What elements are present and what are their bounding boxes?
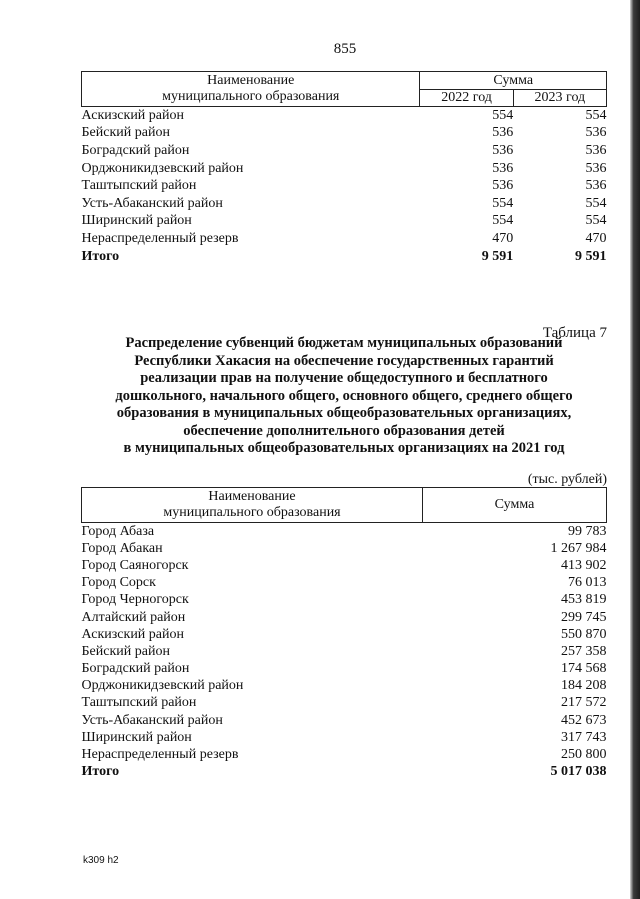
total-row	[82, 764, 607, 781]
table-row	[82, 177, 607, 195]
sum-2022: 536	[492, 178, 514, 194]
title-line: дошкольного, начального общего, основного общего, среднего общего	[115, 387, 573, 404]
sum-2021: 550 870	[561, 626, 607, 642]
municipality-name: Ширинский район	[81, 213, 192, 229]
title-line: Республики Хакасия на обеспечение государственных гарантий	[134, 352, 554, 369]
sum-2021: 99 783	[568, 523, 607, 539]
municipality-name: Орджоникидзевский район	[81, 160, 244, 176]
table-row	[82, 142, 607, 160]
municipality-name: Усть-Абаканский район	[81, 195, 223, 211]
header-municipality	[82, 72, 420, 107]
table-row	[82, 523, 607, 541]
units-label: (тыс. рублей)	[527, 472, 607, 487]
sum-2021: 76 013	[568, 575, 607, 591]
municipality-name: Орджоникидзевский район	[81, 678, 244, 694]
title-line: обеспечение дополнительного образования детей	[183, 422, 505, 439]
table1-body	[82, 107, 607, 266]
municipality-name: Город Сорск	[81, 575, 156, 591]
table-row	[82, 695, 607, 712]
sum-2023: 470	[585, 230, 607, 246]
table-row	[82, 540, 607, 557]
table-row	[82, 746, 607, 763]
table-row	[82, 661, 607, 678]
sum-2021: 217 572	[561, 695, 607, 711]
sum-2021: 413 902	[561, 557, 607, 573]
table-row	[82, 712, 607, 729]
header-municipality-line2: муниципального образования	[162, 89, 340, 104]
header-municipality	[82, 488, 423, 523]
municipality-name: Бейский район	[81, 125, 170, 141]
table-row	[82, 643, 607, 660]
total-2022: 9 591	[481, 248, 514, 264]
title-line: Распределение субвенций бюджетам муниципальных образований	[125, 335, 563, 351]
municipality-name: Аскизский район	[81, 626, 184, 642]
header-year-2022: 2022 год	[420, 90, 513, 107]
municipality-name: Боградский район	[81, 661, 190, 677]
scan-page-edge	[630, 0, 640, 899]
table-subsidies-2021	[81, 487, 607, 781]
table-row	[82, 609, 607, 626]
header-sum: Сумма	[420, 72, 607, 90]
title-line: в муниципальных общеобразовательных организациях на 2021 год	[123, 440, 565, 456]
table-row	[82, 107, 607, 125]
municipality-name: Усть-Абаканский район	[81, 712, 223, 728]
sum-2023: 554	[585, 107, 607, 123]
header-municipality-line1: Наименование	[208, 489, 296, 504]
sum-2022: 536	[492, 160, 514, 176]
table-row	[82, 213, 607, 231]
municipality-name: Боградский район	[81, 142, 190, 158]
sum-2023: 536	[585, 142, 607, 158]
table2-body	[82, 523, 607, 781]
municipality-name: Нераспределенный резерв	[81, 747, 239, 763]
header-municipality-line2: муниципального образования	[163, 505, 341, 520]
table-row	[82, 592, 607, 609]
total-label: Итого	[81, 764, 120, 780]
sum-2021: 317 743	[561, 729, 607, 745]
total-row	[82, 248, 607, 266]
sum-2023: 536	[585, 160, 607, 176]
sum-2022: 470	[492, 230, 514, 246]
table-row	[82, 557, 607, 574]
table-row	[82, 230, 607, 248]
sum-2022: 554	[492, 195, 514, 211]
sum-2021: 299 745	[561, 609, 607, 625]
sum-2021: 174 568	[561, 661, 607, 677]
title-line: образования в муниципальных общеобразовательных организациях,	[116, 405, 572, 421]
sum-2022: 536	[492, 125, 514, 141]
table-title	[81, 335, 607, 458]
footer-code: k309 h2	[83, 855, 119, 866]
total-2021: 5 017 038	[550, 764, 607, 780]
table-subsidies-2022-2023	[81, 71, 607, 265]
total-label: Итого	[81, 248, 120, 264]
municipality-name: Город Абаза	[81, 523, 155, 539]
header-sum: Сумма	[423, 488, 607, 523]
municipality-name: Алтайский район	[81, 609, 186, 625]
table-row	[82, 160, 607, 178]
sum-2022: 554	[492, 107, 514, 123]
sum-2023: 554	[585, 213, 607, 229]
sum-2021: 1 267 984	[550, 540, 607, 556]
table-row	[82, 626, 607, 643]
municipality-name: Таштыпский район	[81, 178, 197, 194]
municipality-name: Город Черногорск	[81, 592, 189, 608]
sum-2021: 257 358	[561, 643, 607, 659]
municipality-name: Таштыпский район	[81, 695, 197, 711]
sum-2023: 536	[585, 178, 607, 194]
municipality-name: Город Абакан	[81, 540, 163, 556]
municipality-name: Аскизский район	[81, 107, 184, 123]
table-label: Таблица 7	[542, 325, 607, 341]
title-line: реализации прав на получение общедоступного и бесплатного	[140, 370, 548, 386]
table-row	[82, 125, 607, 143]
table-row	[82, 195, 607, 213]
sum-2023: 554	[585, 195, 607, 211]
sum-2022: 536	[492, 142, 514, 158]
sum-2021: 452 673	[561, 712, 607, 728]
municipality-name: Нераспределенный резерв	[81, 230, 239, 246]
table-row	[82, 678, 607, 695]
header-year-2023: 2023 год	[513, 90, 606, 107]
sum-2021: 184 208	[561, 678, 607, 694]
sum-2021: 250 800	[561, 747, 607, 763]
municipality-name: Бейский район	[81, 643, 170, 659]
header-municipality-line1: Наименование	[207, 73, 295, 88]
municipality-name: Ширинский район	[81, 729, 192, 745]
municipality-name: Город Саяногорск	[81, 557, 189, 573]
sum-2021: 453 819	[561, 592, 607, 608]
sum-2022: 554	[492, 213, 514, 229]
sum-2023: 536	[585, 125, 607, 141]
page-number: 855	[333, 41, 357, 57]
table-row	[82, 575, 607, 592]
total-2023: 9 591	[575, 248, 607, 264]
table-row	[82, 729, 607, 746]
